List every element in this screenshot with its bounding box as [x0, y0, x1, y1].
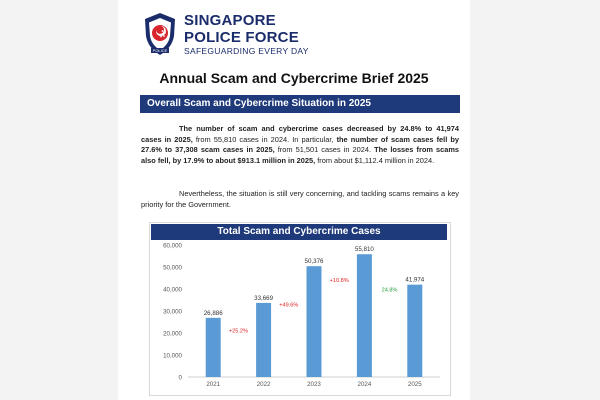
police-crest-icon — [140, 10, 180, 58]
y-tick-label: 20,000 — [163, 330, 182, 338]
summary-paragraph — [141, 124, 459, 166]
bar-value-label: 50,376 — [304, 258, 324, 266]
bar — [407, 285, 422, 377]
summary-text-2: from 51,501 cases in 2024. — [274, 145, 375, 154]
bar-value-label: 26,886 — [203, 309, 223, 317]
x-tick-label: 2025 — [407, 381, 422, 388]
document-title: Annual Scam and Cybercrime Brief 2025 — [159, 70, 429, 86]
org-name-line1: SINGAPORE — [184, 12, 276, 29]
bar-value-label: 55,810 — [354, 246, 374, 254]
chart-title: Total Scam and Cybercrime Cases — [151, 224, 447, 240]
y-tick-label: 50,000 — [163, 264, 182, 272]
concern-text: Nevertheless, the situation is still very concerning, and tackling scams remains a key priority for the Government. — [141, 189, 459, 209]
y-tick-label: 40,000 — [163, 286, 182, 294]
x-tick-label: 2022 — [256, 381, 271, 388]
x-tick-label: 2024 — [357, 381, 372, 388]
change-label: +25.2% — [228, 328, 248, 335]
bar — [206, 318, 221, 377]
y-tick-label: 60,000 — [163, 242, 182, 250]
bar — [357, 254, 372, 377]
change-label: 24.8% — [381, 287, 398, 294]
y-tick-label: 0 — [178, 374, 182, 382]
x-tick-label: 2021 — [206, 381, 221, 388]
bar — [307, 266, 322, 377]
document-page — [118, 0, 470, 400]
spf-logo — [140, 10, 400, 58]
summary-lead-bold: The number of scam and cybercrime cases decreased by 24.8% to 41,974 cases in 2025, — [141, 124, 459, 144]
change-label: +10.8% — [329, 278, 349, 285]
x-tick-label: 2023 — [307, 381, 321, 388]
concern-paragraph — [141, 189, 459, 210]
cases-chart — [149, 222, 451, 396]
summary-text-1: from 55,810 cases in 2024. In particular, — [192, 134, 337, 144]
bar — [256, 303, 271, 377]
bar-value-label: 33,669 — [254, 294, 274, 302]
org-tagline: SAFEGUARDING EVERY DAY — [184, 46, 309, 56]
bar-value-label: 41,974 — [405, 276, 425, 284]
y-tick-label: 30,000 — [163, 308, 182, 316]
section-heading: Overall Scam and Cybercrime Situation in 2025 — [140, 95, 460, 113]
summary-text-3: from about $1,112.4 million in 2024. — [315, 155, 435, 165]
y-tick-label: 10,000 — [163, 352, 182, 360]
change-label: +49.6% — [279, 302, 299, 309]
crest-label: POLICE — [152, 48, 168, 53]
summary-losses-bold: The losses from scams also fell, by 17.9% to about $913.1 million in 2025, — [141, 145, 460, 165]
org-name-line2: POLICE FORCE — [184, 29, 299, 46]
summary-scam-bold: the number of scam cases fell by 27.6% to 37,308 scam cases in 2025, — [141, 134, 459, 154]
chart-plot — [150, 241, 448, 393]
